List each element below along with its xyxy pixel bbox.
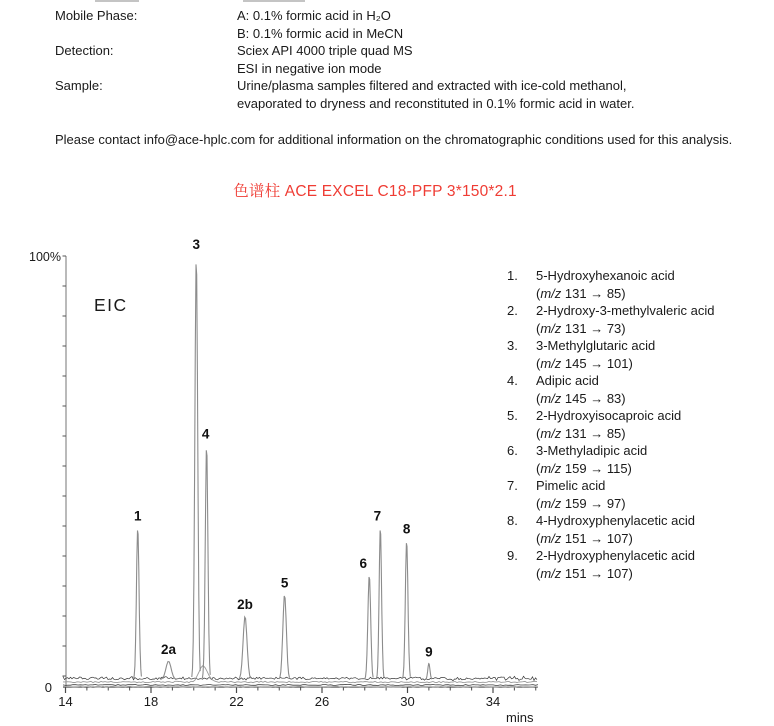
legend-item-number: 6. [507,443,518,458]
legend-mz-transition: (m/z 131 → 85) [536,285,626,301]
x-axis-unit-label: mins [506,710,534,725]
condition-row-mobile-phase [55,7,634,42]
legend-item-number: 8. [507,513,518,528]
legend-spacer [507,530,536,548]
conditions-table [55,7,634,112]
peak-trace-2a [160,662,176,680]
peak-trace-1 [134,531,142,679]
peak-trace-7 [376,531,383,679]
legend-mz-transition: (m/z 151 → 107) [536,530,633,546]
spec-label: Mobile Phase: [55,8,138,23]
legend-spacer [507,460,536,478]
peak-label-5: 5 [280,575,289,591]
legend-compound-name: 5-Hydroxyhexanoic acid [536,268,675,283]
peak-label-8: 8 [402,521,411,537]
condition-row-detection [55,42,634,77]
peak-trace-8 [403,543,411,679]
legend-compound-name: 2-Hydroxy-3-methylvaleric acid [536,303,715,318]
peak-trace-5 [279,596,290,679]
legend-item [507,267,714,302]
x-tick-label: 18 [143,694,159,709]
peak-label-2b: 2b [237,596,253,612]
legend-spacer [507,425,536,443]
legend-compound-name: Pimelic acid [536,478,606,493]
x-tick-label: 34 [485,694,501,709]
legend-spacer [507,355,536,373]
peak-trace-4 [202,450,210,678]
legend-spacer [507,565,536,583]
spec-value-line: A: 0.1% formic acid in H₂O [237,8,391,23]
peak-label-4: 4 [201,426,210,442]
legend-mz-transition: (m/z 159 → 97) [536,495,626,511]
cropped-text-fragment [243,0,305,2]
spec-value-line: evaporated to dryness and reconstituted in 0.1% formic acid in water. [237,95,635,111]
peak-label-2a: 2a [161,642,177,658]
legend-mz-transition: (m/z 131 → 85) [536,425,626,441]
peak-label-3: 3 [192,237,201,252]
legend-item [507,407,714,442]
legend-spacer [507,320,536,338]
legend-mz-transition: (m/z 131 → 73) [536,320,626,336]
peak-trace-3 [192,264,200,677]
legend-mz-transition: (m/z 159 → 115) [536,460,632,476]
column-title: 色谱柱 ACE EXCEL C18-PFP 3*150*2.1 [233,183,517,200]
spec-value-line: B: 0.1% formic acid in MeCN [237,25,404,41]
cropped-text-fragment [95,0,139,2]
spec-value-line: Urine/plasma samples filtered and extracted with ice-cold methanol, [237,78,627,93]
legend-item-number: 5. [507,408,518,423]
spec-label: Sample: [55,78,103,93]
peak-label-7: 7 [373,508,382,524]
legend-compound-name: 4-Hydroxyphenylacetic acid [536,513,695,528]
legend-mz-transition: (m/z 151 → 107) [536,565,633,581]
peak-label-6: 6 [359,555,367,571]
legend-item-number: 4. [507,373,518,388]
spec-value [237,7,634,42]
legend-spacer [507,285,536,303]
peak-trace-2b [239,617,251,679]
spec-value [237,42,634,77]
legend-item [507,337,714,372]
flat-eic-trace [63,685,538,686]
peak-trace-6 [365,577,373,679]
x-tick-label: 26 [314,694,330,709]
legend-mz-transition: (m/z 145 → 83) [536,390,626,406]
y-axis-top-label: 100% [29,250,61,264]
legend-compound-name: Adipic acid [536,373,599,388]
spec-value [237,77,634,112]
x-tick-label: 30 [400,694,415,709]
signal-type-label: EIC [94,295,128,315]
legend-item-number: 7. [507,478,518,493]
x-tick-label: 22 [229,694,244,709]
y-axis-zero-label: 0 [44,680,52,695]
legend-mz-transition: (m/z 145 → 101) [536,355,633,371]
legend-item [507,477,714,512]
legend-item [507,302,714,337]
legend-item-number: 9. [507,548,518,563]
legend-item-number: 2. [507,303,518,318]
legend-item [507,512,714,547]
condition-row-sample [55,77,634,112]
contact-note: Please contact info@ace-hplc.com for additional information on the chromatographic conditions used for this analysis. [55,132,733,147]
legend-item [507,547,714,582]
spec-value-line: Sciex API 4000 triple quad MS [237,43,413,58]
legend-spacer [507,495,536,513]
peak-label-9: 9 [425,644,433,660]
peak-label-1: 1 [133,508,142,524]
legend-compound-name: 3-Methylglutaric acid [536,338,656,353]
legend-compound-name: 3-Methyladipic acid [536,443,648,458]
x-tick-label: 14 [58,694,73,709]
spec-value-line: ESI in negative ion mode [237,60,382,76]
spec-label: Detection: [55,43,114,58]
legend-compound-name: 2-Hydroxyphenylacetic acid [536,548,695,563]
legend-item-number: 1. [507,268,518,283]
legend-item-number: 3. [507,338,518,353]
legend-item [507,442,714,477]
legend-compound-name: 2-Hydroxyisocaproic acid [536,408,682,423]
peak-trace-9 [425,664,432,680]
peak-legend [507,267,714,582]
legend-item [507,372,714,407]
legend-spacer [507,390,536,408]
